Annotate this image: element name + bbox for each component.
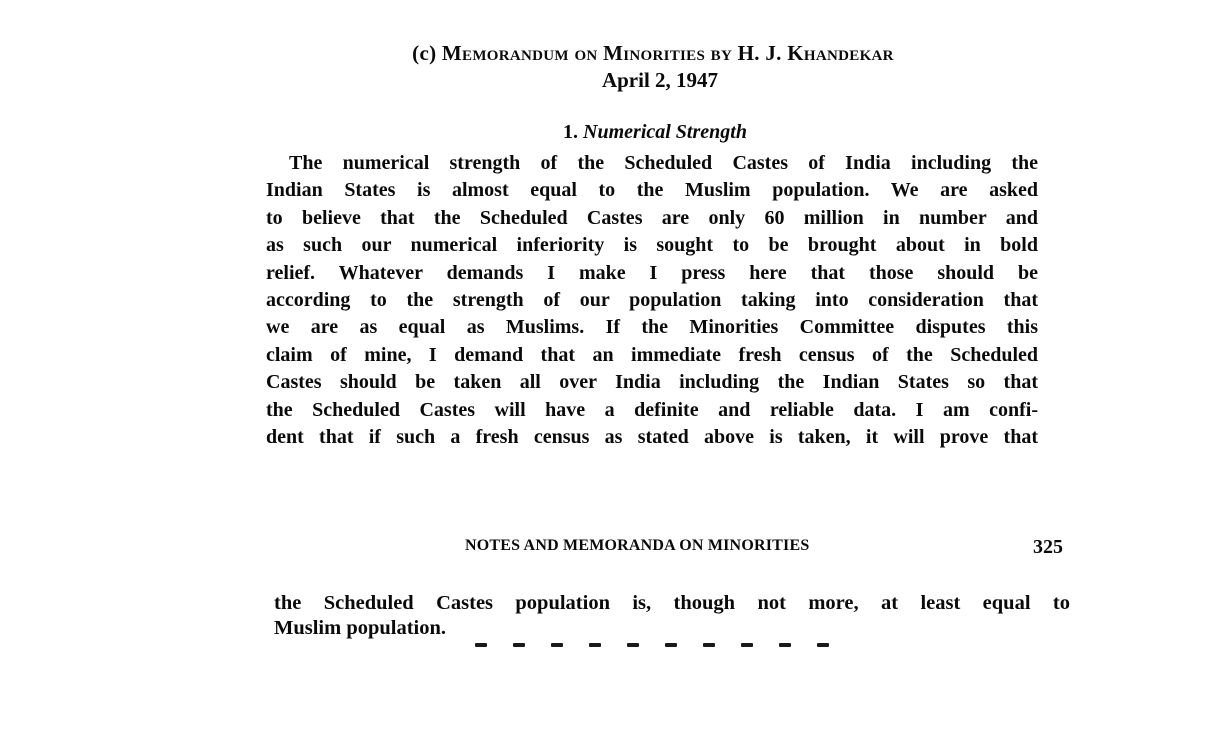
- paragraph-line: claim of mine, I demand that an immediate fresh census of the Scheduled: [266, 343, 1038, 366]
- paragraph-line: The numerical strength of the Scheduled Castes of India including the: [289, 152, 1038, 174]
- paragraph-line: as such our numerical inferiority is sought to be brought about in bold: [266, 234, 1038, 257]
- page-number: 325: [1033, 536, 1063, 558]
- continuation-line: the Scheduled Castes population is, though not more, at least equal to: [274, 592, 1070, 614]
- cropped-next-heading: [475, 643, 855, 648]
- section-heading: [0, 121, 1227, 144]
- memorandum-title: [0, 41, 1227, 66]
- running-head: NOTES AND MEMORANDA ON MINORITIES: [465, 537, 810, 554]
- title-main: Memorandum on Minorities by H. J. Khandekar: [441, 41, 894, 65]
- paragraph-line: according to the strength of our population taking into consideration that: [266, 288, 1038, 311]
- section-title: Numerical Strength: [583, 121, 747, 143]
- continuation-line: Muslim population.: [274, 617, 447, 639]
- paragraph-line: the Scheduled Castes will have a definite and reliable data. I am confi-: [266, 398, 1038, 421]
- memorandum-date: April 2, 1947: [601, 68, 719, 92]
- paragraph-line: Indian States is almost equal to the Muslim population. We are asked: [266, 179, 1038, 202]
- paragraph-line: dent that if such a fresh census as stated above is taken, it will prove that: [266, 425, 1038, 448]
- continuation-paragraph: [274, 591, 1070, 641]
- body-paragraph: [266, 150, 1038, 451]
- section-number: 1.: [563, 121, 584, 143]
- paragraph-line: we are as equal as Muslims. If the Minorities Committee disputes this: [266, 316, 1038, 339]
- paragraph-line: to believe that the Scheduled Castes are only 60 million in number and: [266, 206, 1038, 229]
- title-prefix: (c): [412, 41, 442, 65]
- paragraph-line: Castes should be taken all over India including the Indian States so that: [266, 371, 1038, 394]
- paragraph-line: relief. Whatever demands I make I press here that those should be: [266, 261, 1038, 284]
